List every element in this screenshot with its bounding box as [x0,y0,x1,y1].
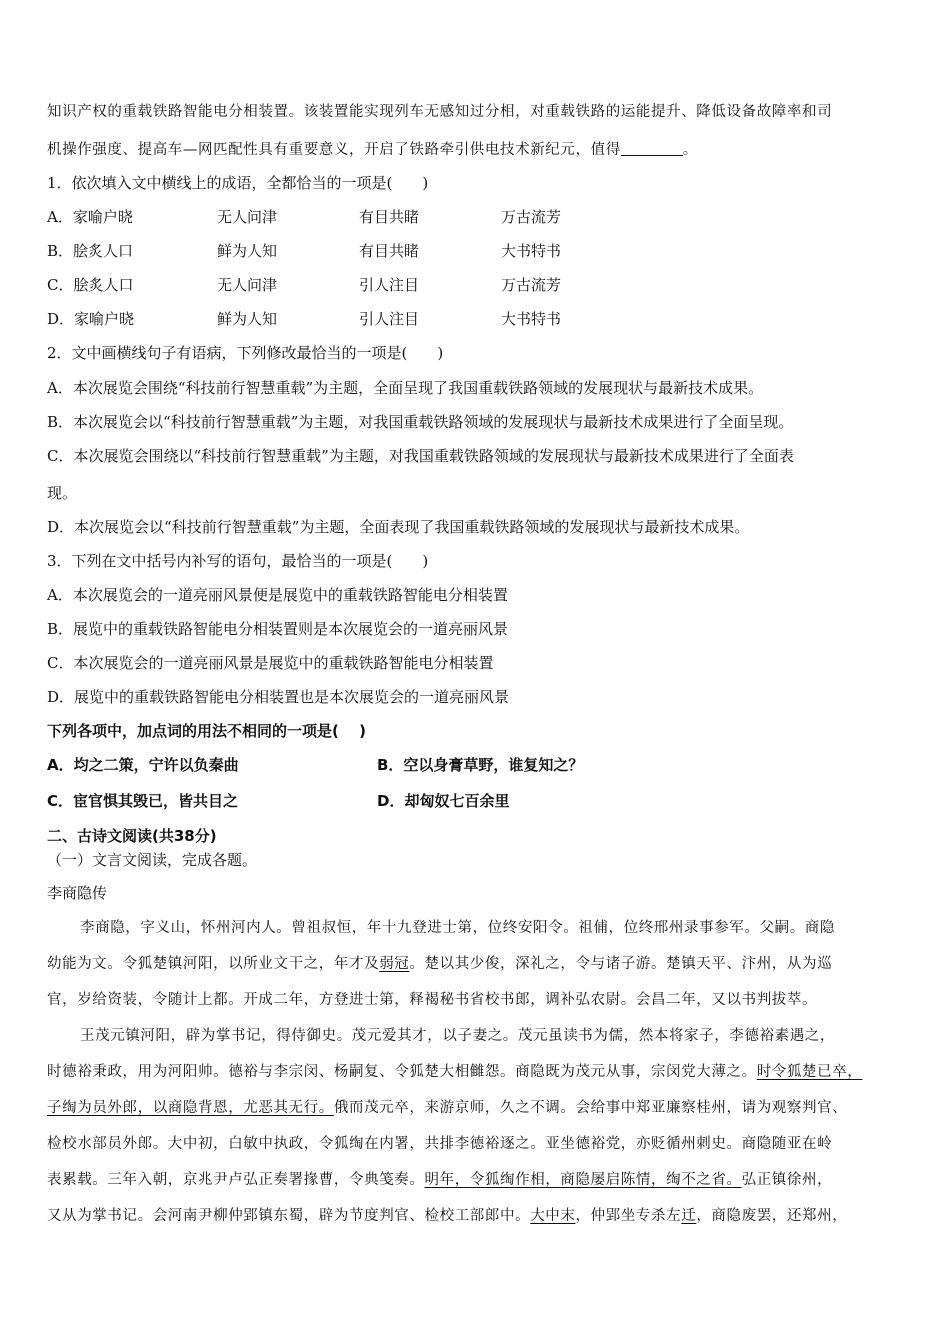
question-2-option-d: D．本次展览会以“科技前行智慧重载”为主题，全面表现了我国重载铁路领域的发展现状与最新技术成果。 [47,518,750,536]
option-d-word-3: 引人注目 [359,310,420,328]
section-title: 二、古诗文阅读(共38分) [47,827,217,845]
passage-text: 又从为掌书记。会河南尹柳仲郢镇东蜀，辟为节度判官、检校工部郎中。 [47,1208,531,1224]
underlined-sentence: 明年，令狐绹作相，商隐屡启陈情，绹不之省。 [424,1172,742,1188]
passage-text: 俄而茂元卒，来游京师，久之不调。会给事中郑亚廉察桂州，请为观察判官、 [333,1100,848,1116]
passage-line-7: 检校水部员外郎。大中初，白敏中执政，令狐绹在内署，共排李德裕逐之。亚坐德裕党，亦贬循州刺史。商隐随亚在岭 [47,1136,833,1152]
option-a-word-3: 有目共睹 [359,208,420,226]
question-3-option-a: A．本次展览会的一道亮丽风景便是展览中的重载铁路智能电分相装置 [47,586,508,604]
passage-text: 表累载。三年入朝，京兆尹卢弘正奏署掾曹，令典笺奏。 [47,1172,425,1188]
question-2-option-c-cont: 现。 [47,484,78,502]
intro-line-2-text: 机操作强度、提高车—网匹配性具有重要意义，开启了铁路牵引供电技术新纪元，值得 [47,142,621,158]
intro-line-1: 知识产权的重载铁路智能电分相装置。该装置能实现列车无感知过分相，对重载铁路的运能提升、降低设备故障率和司 [47,104,833,120]
passage-line-8 [47,1170,832,1190]
passage-line-9 [47,1206,847,1226]
option-c-word-4: 万古流芳 [501,276,562,294]
passage-line-4: 王茂元镇河阳，辟为掌书记，得侍御史。茂元爱其才，以子妻之。茂元虽读书为儒，然本将家子，李德裕素遇之， [80,1028,835,1044]
option-d-word-2: 鲜为人知 [217,310,278,328]
question-4-stem: 下列各项中，加点词的用法不相同的一项是( ) [47,722,366,740]
passage-text: ，仲郢坐专杀左 [575,1208,682,1224]
option-a-word-1: A．家喻户晓 [47,208,133,226]
question-3-option-b: B．展览中的重载铁路智能电分相装置则是本次展览会的一道亮丽风景 [47,620,509,638]
question-3-option-c: C．本次展览会的一道亮丽风景是展览中的重载铁路智能电分相装置 [47,654,494,672]
underlined-sentence: 时令狐楚已卒， [756,1064,863,1080]
question-2-stem: 2．文中画横线句子有语病，下列修改最恰当的一项是( ) [47,344,444,362]
passage-text: 时德裕秉政，用为河阳帅。德裕与李宗闵、杨嗣复、令狐楚大相雠怨。商隐既为茂元从事，宗闵党大薄之。 [47,1064,757,1080]
option-c-word-2: 无人问津 [217,276,278,294]
question-3-stem: 3．下列在文中括号内补写的语句，最恰当的一项是( ) [47,552,429,570]
passage-title: 李商隐传 [47,884,108,902]
option-b-word-4: 大书特书 [501,242,562,260]
option-d-word-1: D．家喻户晓 [47,310,135,328]
question-2-option-c: C．本次展览会围绕以“科技前行智慧重载”为主题，对我国重载铁路领域的发展现状与最新技术成果进行了全面表 [47,447,794,465]
passage-text: 弘正镇徐州， [741,1172,833,1188]
question-2-option-b: B．本次展览会以“科技前行智慧重载”为主题，对我国重载铁路领域的发展现状与最新技术成果进行了全面呈现。 [47,413,794,431]
option-a-word-4: 万古流芳 [501,208,562,226]
option-a-word-2: 无人问津 [217,208,278,226]
option-b-word-2: 鲜为人知 [217,242,278,260]
passage-line-5 [47,1062,862,1082]
question-2-option-a: A．本次展览会围绕“科技前行智慧重载”为主题，全面呈现了我国重载铁路领域的发展现状与最新技术成果。 [47,379,764,397]
section-subtitle: （一）文言文阅读，完成各题。 [47,851,258,869]
option-c-word-3: 引人注目 [359,276,420,294]
underlined-phrase: 迁 [681,1208,697,1224]
question-3-option-d: D．展览中的重载铁路智能电分相装置也是本次展览会的一道亮丽风景 [47,688,510,706]
passage-line-2 [47,954,832,974]
underlined-phrase: 大中末 [530,1208,576,1224]
intro-line-2-end: 。 [682,142,698,158]
underlined-sentence: 子绹为员外郎，以商隐背恩，尤恶其无行。 [47,1100,334,1116]
question-4-option-c: C．宦官惧其毁已，皆共目之 [47,792,239,810]
passage-line-3: 官，岁给资装，令随计上都。开成二年，方登进士第，释褐秘书省校书郎，调补弘农尉。会昌二年，又以书判拔萃。 [47,992,818,1008]
fill-blank [621,141,683,156]
option-d-word-4: 大书特书 [501,310,562,328]
option-c-word-1: C．脍炙人口 [47,276,134,294]
option-b-word-3: 有目共睹 [359,242,420,260]
question-4-option-d: D．却匈奴七百余里 [377,792,510,810]
passage-line-6 [47,1098,847,1118]
intro-line-2 [47,140,698,160]
option-b-word-1: B．脍炙人口 [47,242,134,260]
question-4-option-a: A．均之二策，宁许以负秦曲 [47,756,239,774]
passage-text: ，商隐废罢，还郑州， [696,1208,848,1224]
passage-text: 。楚以其少俊，深礼之，令与诸子游。楚镇天平、汴州，从为巡 [409,956,833,972]
passage-text: 幼能为文。令狐楚镇河阳，以所业文干之，年才及 [47,956,380,972]
question-4-option-b: B．空以身膏草野，谁复知之？ [377,756,584,774]
passage-line-1: 李商隐，字义山，怀州河内人。曾祖叔恒，年十九登进士第，位终安阳令。祖俌，位终邢州录事参军。父嗣。商隐 [80,920,835,936]
underlined-phrase: 弱冠 [379,956,410,972]
question-1-stem: 1．依次填入文中横线上的成语，全都恰当的一项是( ) [47,174,429,192]
